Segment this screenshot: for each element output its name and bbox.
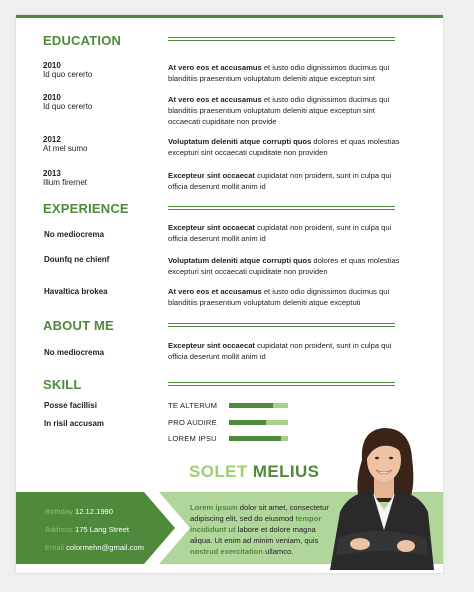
education-item-4-left: [43, 169, 87, 187]
email-value[interactable]: colormehn@gmail.com: [66, 543, 144, 552]
contact-address: [45, 525, 129, 534]
education-desc-text: cupidatat non proident, sunt in culpa qui officia deserunt mollit anim id: [168, 171, 392, 191]
address-label: Address: [45, 525, 73, 534]
experience-item-1-desc: [168, 222, 408, 244]
skill-label: LOREM IPSU: [168, 434, 217, 443]
education-place: At mel sumo: [43, 144, 88, 153]
education-place: Illum firernet: [43, 178, 88, 187]
education-desc-text: dolores et quas molestias excepturi sint occaecati cupiditate non providen: [168, 137, 400, 157]
about-desc-bold: Excepteur sint occaecat: [168, 341, 255, 350]
about-rule: [168, 323, 395, 327]
summary-bold-1: Lorem ipsum: [190, 503, 238, 512]
birthday-label: Birthday: [45, 507, 73, 516]
experience-desc-bold: Excepteur sint occaecat: [168, 223, 255, 232]
resume-page: [16, 15, 443, 573]
education-year: 2013: [43, 169, 61, 178]
education-rule: [168, 37, 395, 41]
first-name: SOLET: [189, 462, 248, 481]
education-desc-text: et iusto odio dignissimos ducimus qui blanditiis praesentium voluptatum deleniti atque excepturi sint occaecati cupiditate non provide: [168, 95, 390, 126]
education-place: Id quo cererto: [43, 70, 93, 79]
summary-bold-3: nostrud exercitation: [190, 547, 263, 556]
education-desc-bold: At vero eos et accusamus: [168, 63, 262, 72]
experience-heading: EXPERIENCE: [43, 201, 129, 216]
education-year: 2010: [43, 93, 61, 102]
experience-desc-text: cupidatat non proident, sunt in culpa qui officia deserunt mollit anim id: [168, 223, 392, 243]
experience-desc-bold: Voluptatum deleniti atque corrupti quos: [168, 256, 312, 265]
education-year: 2012: [43, 135, 61, 144]
experience-rule: [168, 206, 395, 210]
summary-text-2: labore et dolore magna aliqua. Ut enim ad minim veniam, quis: [190, 525, 319, 545]
experience-item-3-desc: [168, 286, 408, 308]
skill-rule: [168, 382, 395, 386]
skill-bar-fill: [229, 436, 281, 441]
education-item-3-desc: [168, 136, 408, 158]
education-desc-text: et iusto odio dignissimos ducimus qui blanditiis praesentium voluptatum deleniti atque excepturi sint: [168, 63, 390, 83]
education-item-1-desc: [168, 62, 408, 84]
address-value: 175 Lang Street: [74, 525, 130, 534]
education-desc-bold: Excepteur sint occaecat: [168, 171, 255, 180]
education-desc-bold: Voluptatum deleniti atque corrupti quos: [168, 137, 312, 146]
contact-email: [45, 543, 144, 552]
skill-bar-fill: [229, 420, 266, 425]
education-item-1-left: [43, 61, 92, 79]
profile-photo: [322, 420, 440, 570]
experience-item-1-title: No mediocrema: [44, 230, 105, 239]
education-year: 2010: [43, 61, 61, 70]
skill-left-1: Posse facillisi: [44, 401, 97, 410]
skill-bar-fill: [229, 403, 273, 408]
experience-item-2-title: Dounfq ne chienf: [44, 255, 110, 264]
about-title: No mediocrema: [44, 348, 105, 357]
skill-bar: [229, 403, 288, 408]
summary-text-3: ullamco.: [263, 547, 294, 556]
experience-item-3-title: Havaltica brokea: [44, 287, 108, 296]
birthday-value: 12.12.1990: [74, 507, 113, 516]
skill-label: TE ALTERUM: [168, 401, 218, 410]
education-place: Id quo cererto: [43, 102, 93, 111]
last-name: MELIUS: [252, 462, 320, 481]
education-item-4-desc: [168, 170, 408, 192]
skill-left-2: In risil accusam: [44, 419, 105, 428]
skill-label: PRO AUDIRE: [168, 418, 217, 427]
experience-desc-text: dolores et quas molestias excepturi sint occaecati cupiditate non providen: [168, 256, 400, 276]
experience-desc-text: et iusto odio dignissimos ducimus qui blanditiis praesentium voluptatum deleniti atque exceptuti: [168, 287, 390, 307]
email-label: Email: [45, 543, 64, 552]
experience-desc-bold: At vero eos et accusamus: [168, 287, 262, 296]
skill-heading: SKILL: [43, 377, 82, 392]
experience-item-2-desc: [168, 255, 408, 277]
about-desc: [168, 340, 408, 362]
top-accent-bar: [16, 15, 443, 18]
contact-birthday: [45, 507, 113, 516]
education-desc-bold: At vero eos et accusamus: [168, 95, 262, 104]
education-item-3-left: [43, 135, 87, 153]
summary-text: [190, 502, 340, 557]
about-heading: ABOUT ME: [43, 318, 114, 333]
summary-text-1: dolor sit amet, consectetur adipiscing elit, sed do eiusmod: [190, 503, 329, 523]
summary-bold-2: tempor incididunt ut: [190, 514, 322, 534]
education-item-2-desc: [168, 94, 408, 127]
education-item-2-left: [43, 93, 92, 111]
about-desc-text: cupidatat non proident, sunt in culpa qui officia deserunt mollit anim id: [168, 341, 392, 361]
person-name: [189, 462, 319, 482]
skill-bar: [229, 420, 288, 425]
skill-bar: [229, 436, 288, 441]
education-heading: EDUCATION: [43, 33, 122, 48]
